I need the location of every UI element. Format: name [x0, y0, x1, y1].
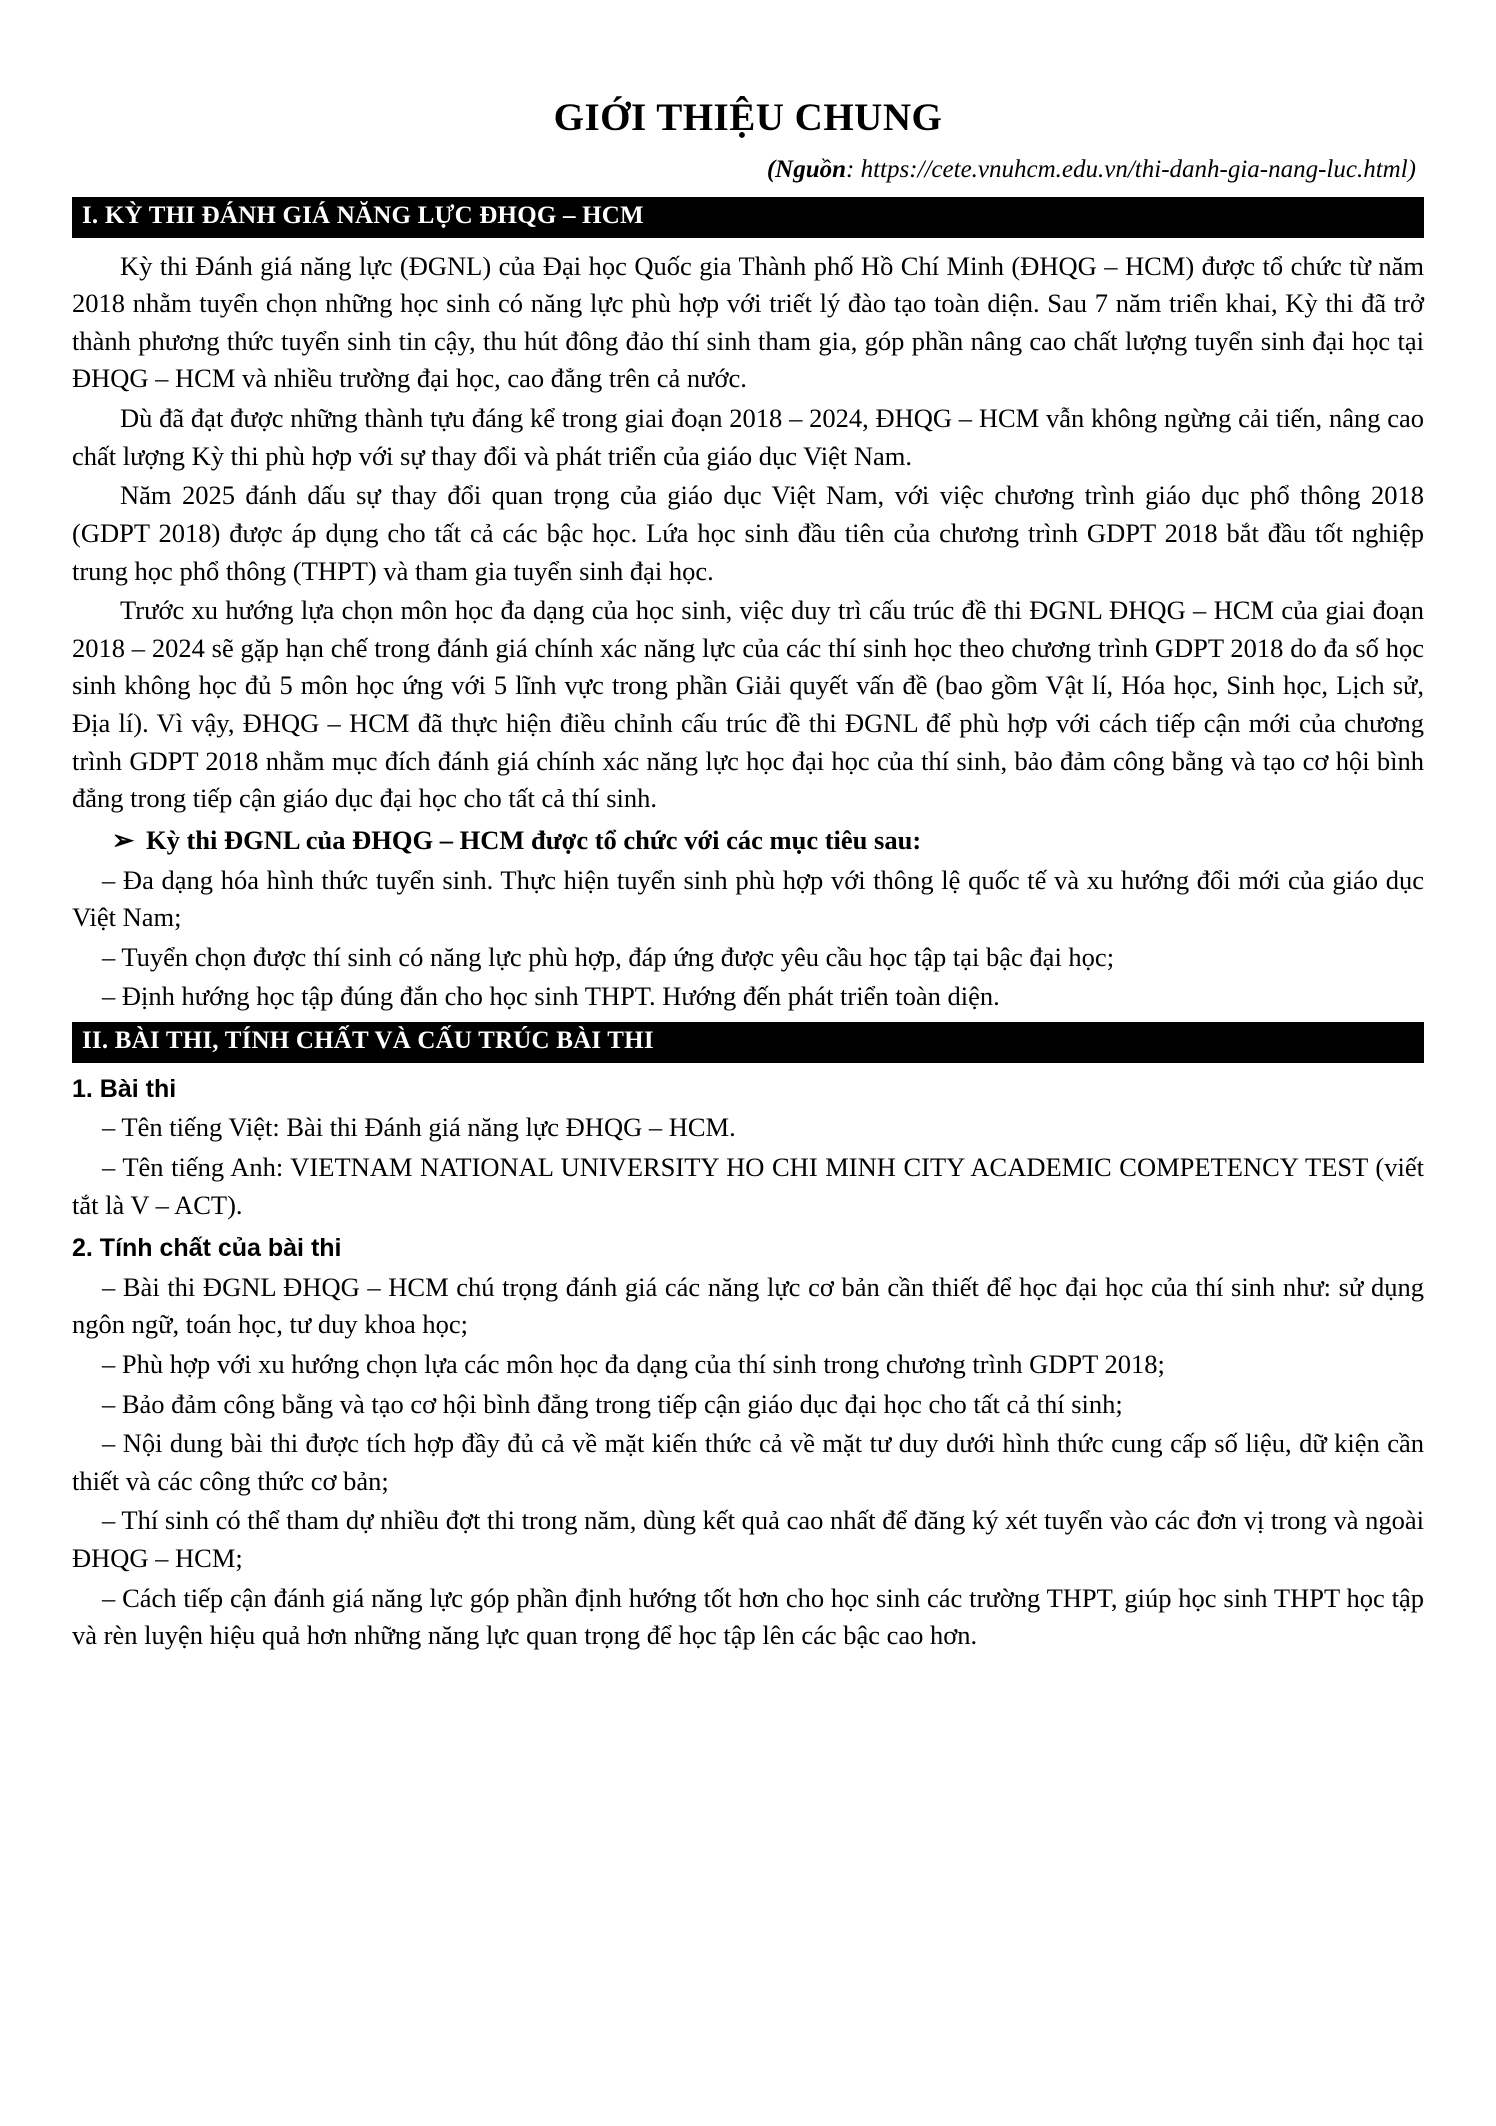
list-item: – Bài thi ĐGNL ĐHQG – HCM chú trọng đánh giá các năng lực cơ bản cần thiết để học đại học của thí sinh như: sử dụng ngôn ngữ, toán học, tư duy khoa học;: [72, 1271, 1424, 1340]
subsection-title-2: 2. Tính chất của bài thi: [72, 1234, 342, 1263]
list-item: – Phù hợp với xu hướng chọn lựa các môn học đa dạng của thí sinh trong chương trình GDPT 2018;: [102, 1348, 1165, 1379]
paragraph: Kỳ thi Đánh giá năng lực (ĐGNL) của Đại học Quốc gia Thành phố Hồ Chí Minh (ĐHQG – HCM) được tổ chức từ năm 2018 nhằm tuyển chọn những học sinh có năng lực phù hợp với triết lý đào tạo toàn diện. Sau 7 năm triển khai, Kỳ thi đã trở thành phương thức tuyển sinh tin cậy, thu hút đông đảo thí sinh tham gia, góp phần nâng cao chất lượng tuyển sinh đại học tại ĐHQG – HCM và nhiều trường đại học, cao đẳng trên cả nước.: [72, 250, 1424, 394]
objectives-heading: [72, 822, 1424, 860]
list-item: – Bảo đảm công bằng và tạo cơ hội bình đẳng trong tiếp cận giáo dục đại học cho tất cả thí sinh;: [102, 1388, 1123, 1419]
list-item: – Tên tiếng Anh: VIETNAM NATIONAL UNIVERSITY HO CHI MINH CITY ACADEMIC COMPETENCY TEST (viết tắt là V – ACT).: [72, 1151, 1424, 1220]
list-item: – Cách tiếp cận đánh giá năng lực góp phần định hướng tốt hơn cho học sinh các trường THPT, giúp học sinh THPT học tập và rèn luyện hiệu quả hơn những năng lực quan trọng để học tập lên các bậc cao hơn.: [72, 1582, 1424, 1651]
section-heading-2: II. BÀI THI, TÍNH CHẤT VÀ CẤU TRÚC BÀI THI: [72, 1022, 1424, 1063]
subsection-title-1: 1. Bài thi: [72, 1074, 177, 1103]
source-label: (Nguồn: [766, 155, 847, 183]
list-item: – Nội dung bài thi được tích hợp đầy đủ cả về mặt kiến thức cả về mặt tư duy dưới hình thức cung cấp số liệu, dữ kiện cần thiết và các công thức cơ bản;: [72, 1428, 1424, 1496]
section-heading-1: I. KỲ THI ĐÁNH GIÁ NĂNG LỰC ĐHQG – HCM: [72, 197, 1424, 238]
list-item: – Tuyển chọn được thí sinh có năng lực phù hợp, đáp ứng được yêu cầu học tập tại bậc đại học;: [102, 941, 1115, 972]
source-url: : https://cete.vnuhcm.edu.vn/thi-danh-gia-nang-luc.html): [846, 155, 1416, 183]
paragraph: Năm 2025 đánh dấu sự thay đổi quan trọng của giáo dục Việt Nam, với việc chương trình giáo dục phổ thông 2018 (GDPT 2018) được áp dụng cho tất cả các bậc học. Lứa học sinh đầu tiên của chương trình GDPT 2018 bắt đầu tốt nghiệp trung học phổ thông (THPT) và tham gia tuyển sinh đại học.: [72, 480, 1424, 586]
arrow-bullet-icon: ➢: [112, 824, 135, 855]
source-line: [72, 155, 1416, 185]
paragraph: Dù đã đạt được những thành tựu đáng kể trong giai đoạn 2018 – 2024, ĐHQG – HCM vẫn không ngừng cải tiến, nâng cao chất lượng Kỳ thi phù hợp với sự thay đổi và phát triển của giáo dục Việt Nam.: [72, 403, 1424, 471]
list-item: – Tên tiếng Việt: Bài thi Đánh giá năng lực ĐHQG – HCM.: [102, 1112, 736, 1143]
list-item: – Đa dạng hóa hình thức tuyển sinh. Thực hiện tuyển sinh phù hợp với thông lệ quốc tế và xu hướng đổi mới của giáo dục Việt Nam;: [72, 864, 1424, 933]
paragraph: Trước xu hướng lựa chọn môn học đa dạng của học sinh, việc duy trì cấu trúc đề thi ĐGNL ĐHQG – HCM của giai đoạn 2018 – 2024 sẽ gặp hạn chế trong đánh giá chính xác năng lực của các thí sinh học theo chương trình GDPT 2018 do đa số học sinh không học đủ 5 môn học ứng với 5 lĩnh vực trong phần Giải quyết vấn đề (bao gồm Vật lí, Hóa học, Sinh học, Lịch sử, Địa lí). Vì vậy, ĐHQG – HCM đã thực hiện điều chỉnh cấu trúc đề thi ĐGNL để phù hợp với cách tiếp cận mới của chương trình GDPT 2018 nhằm mục đích đánh giá chính xác năng lực học đại học của thí sinh, bảo đảm công bằng và tạo cơ hội bình đẳng trong tiếp cận giáo dục đại học cho tất cả thí sinh.: [72, 595, 1424, 814]
list-item: – Thí sinh có thể tham dự nhiều đợt thi trong năm, dùng kết quả cao nhất để đăng ký xét tuyển vào các đơn vị trong và ngoài ĐHQG – HCM;: [72, 1505, 1424, 1574]
objectives-heading-text: Kỳ thi ĐGNL của ĐHQG – HCM được tổ chức với các mục tiêu sau:: [146, 824, 922, 855]
page-title: GIỚI THIỆU CHUNG: [553, 96, 943, 139]
list-item: – Định hướng học tập đúng đắn cho học sinh THPT. Hướng đến phát triển toàn diện.: [102, 981, 1000, 1012]
